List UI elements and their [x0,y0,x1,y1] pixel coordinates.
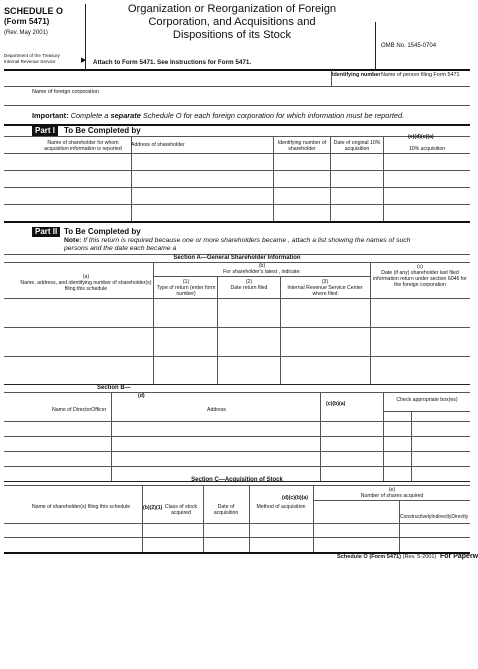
part1-row-rule-1 [4,170,470,171]
part1-header-rule [4,153,470,154]
section-c-col-divider-1 [142,486,143,552]
part1-col-divider-4 [383,137,384,221]
rev-date: (Rev. May 2001) [4,30,48,36]
important-notice [32,111,404,120]
section-c-col-b321: (b)(2)(1) [143,505,163,511]
section-a-title: Section A—General Shareholder Information [173,255,301,261]
section-a-col-a [20,274,152,292]
section-a-col-b3-text: Internal Revenue Service Center where filed [287,285,363,297]
title-line1: Organization or Reorganization of Foreign [127,3,337,15]
section-c-col-divider-3 [249,486,250,552]
section-b-col-cba: (c)(b)(a) [326,401,346,407]
part1-col5-letters: (e)(d)(c)(a) [408,134,434,140]
header-divider-left [85,4,86,70]
part1-title-rule [4,136,470,137]
header-divider-right [375,22,376,70]
section-a-col-divider-1 [153,263,154,384]
dept-line2: Internal Revenue Service [4,59,56,64]
form-title [88,3,376,42]
section-b-col-divider-3 [383,393,384,481]
section-c-col-dcba: (d)(c)(b)(a) [282,495,308,501]
section-a-col-b2 [219,279,279,291]
section-b-row-rule-1 [4,436,470,437]
section-c-col-date: Date of acquisition [213,504,239,516]
section-b-col-address: Address [207,407,227,413]
section-c-col-divider-5 [399,500,400,552]
section-a-row-rule-1 [4,327,470,328]
section-c-col-name: Name of shareholder(s) filing this schedule [31,504,131,510]
section-a-header-rule [4,298,470,299]
part1-col-divider-3 [330,137,331,221]
part1-col-divider-2 [273,137,274,221]
omb-number: OMB No. 1545-0704 [381,43,437,49]
section-c-col-divider-2 [203,486,204,552]
foreign-corp-rule [4,105,470,106]
schedule-label: SCHEDULE O [4,6,64,16]
section-a-col-b1-letter: (1) [182,279,190,285]
section-a-bottom-rule [4,384,470,385]
section-b-check-subrule [384,411,470,412]
section-c-e-subrule [314,500,470,501]
important-pre: Complete a [68,111,111,120]
section-a-col-divider-3 [280,276,281,384]
footer [337,554,436,561]
important-lead: Important: [32,111,69,120]
person-filing-label: Name of person filing Form 5471 [381,72,460,78]
section-b-col-check: Check appropriate box(es) [396,397,458,403]
ident-rule [4,86,470,87]
footer-rev: (Rev. 5-2001) [402,554,437,560]
section-b-col-divider-2 [320,393,321,481]
part2-tag: Part II [32,227,60,237]
part2-note-lead: Note: [64,237,82,244]
part1-col-divider-1 [131,137,132,221]
section-a-col-divider-2 [217,276,218,384]
part1-tag: Part I [32,126,58,136]
important-post: Schedule O for each foreign corporation for which information must be reported. [140,111,405,120]
part2-note-text: If this return is required because one or more shareholders became , attach a list showing the names of such persons and the date each became a [64,237,411,252]
section-a-col-divider-4 [370,263,371,384]
part2-note [64,237,430,253]
section-c-col-e-text: Number of shares acquired [360,493,424,499]
footer-form-ref: Schedule O (Form 5471) [337,554,402,560]
section-c-row-rule-1 [4,537,470,538]
attach-line: Attach to Form 5471. See Instructions for Form 5471. [93,59,252,66]
part1-col-original-date: Date of original 10% acquisition [333,140,381,152]
section-a-b-subrule [154,276,370,277]
section-b-header-rule [4,421,470,422]
part1-bottom-rule [4,221,470,223]
title-line2: Corporation, and Acquisitions and [148,16,316,28]
section-a-col-c [372,264,468,288]
part2-title: To Be Completed by [64,227,141,236]
part1-row-rule-2 [4,187,470,188]
section-a-col-b2-text: Date return filed [230,285,268,291]
section-a-col-b-text: For shareholder's latest , indicate: [223,269,301,275]
section-c-col-method: Method of acquisition [256,504,306,510]
section-a-row-rule-2 [4,356,470,357]
section-a-col-a-letter: (a) [82,274,90,280]
section-c-title: Section C—Acquisition of Stock [191,477,283,483]
header-bottom-rule [4,69,470,71]
section-c-col-e-letter: (e) [388,487,396,493]
footer-paperwork: For Paperw [440,553,478,560]
identifying-number-label: Identifying number [332,72,381,78]
part1-col-10pct-acquisition: 10% acquisition [408,146,446,152]
section-a-col-b1 [156,279,216,297]
section-c-col-divider-4 [313,486,314,552]
section-b-col-divider-1 [111,393,112,481]
section-b-col-name: Name of DirectorOfficer [52,407,107,413]
dept-line1: Department of the Treasury [4,53,60,58]
foreign-corp-label: Name of foreign corporation [32,89,99,95]
section-a-col-c-letter: (c) [416,264,424,270]
part1-col-shareholder-name: Name of shareholder for whom acquisition information is reported [44,140,122,152]
section-a-col-b [156,263,368,275]
section-a-col-b1-text: Type of return (enter form number) [156,285,216,297]
part1-col-identifying: Identifying number of shareholder [277,140,327,152]
section-c-header-rule [4,523,470,524]
title-line3: Dispositions of its Stock [172,29,292,41]
section-b-col-d-letter: (d) [138,393,145,399]
section-b-title: Section B— [97,385,131,391]
section-a-col-b2-letter: (2) [245,279,253,285]
section-b-title-rule [4,392,470,393]
arrow-right-icon: ▶ [81,57,87,64]
section-c-col-e [315,487,469,499]
section-a-col-b3-letter: (3) [321,279,329,285]
part1-col-address: Address of shareholder [131,142,185,148]
part1-row-rule-3 [4,204,470,205]
important-separate: separate [110,111,141,120]
section-b-row-rule-3 [4,466,470,467]
section-a-col-b-letter: (b) [258,263,266,269]
part1-title: To Be Completed by [64,126,141,135]
section-c-col-class: Class of stock acquired [164,504,198,516]
form-label: (Form 5471) [4,17,50,26]
section-a-col-a-text: Name, address, and identifying number of shareholder(s) filing this schedule [20,280,152,292]
section-a-col-b3 [282,279,368,297]
section-c-col-constructively: ConstructivelyIndirectlyDirectly [400,514,469,520]
section-a-col-c-text: Date (if any) shareholder last filed information return under section 6046 for the foreign corporation [373,270,467,288]
section-b-row-rule-2 [4,451,470,452]
section-c-title-rule [4,485,470,486]
